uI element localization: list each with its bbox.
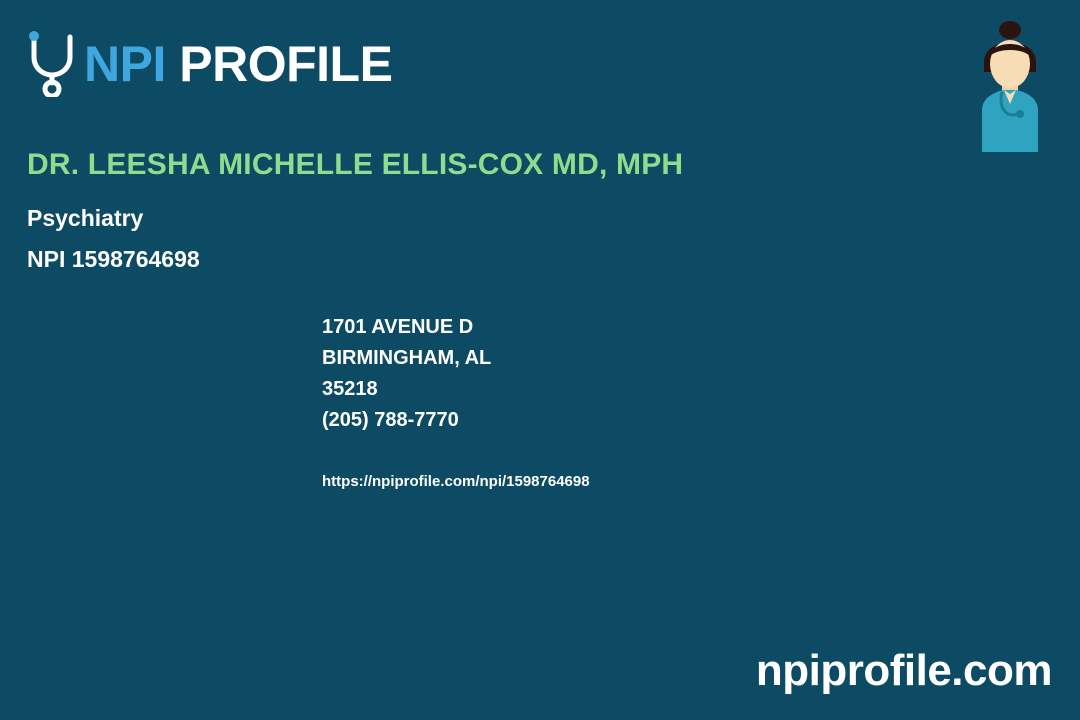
provider-name: DR. LEESHA MICHELLE ELLIS-COX MD, MPH xyxy=(27,148,684,181)
address-city-state: BIRMINGHAM, AL xyxy=(322,347,492,369)
provider-specialty: Psychiatry xyxy=(27,205,144,231)
address-zip: 35218 xyxy=(322,378,378,400)
stethoscope-icon xyxy=(26,31,80,97)
profile-url-link[interactable]: https://npiprofile.com/npi/1598764698 xyxy=(322,473,590,490)
provider-npi-number: NPI 1598764698 xyxy=(27,246,200,272)
brand-title xyxy=(84,36,393,92)
address-street: 1701 AVENUE D xyxy=(322,316,474,338)
brand-header xyxy=(26,28,392,100)
doctor-avatar-icon xyxy=(962,16,1058,152)
brand-title-profile: PROFILE xyxy=(165,36,393,92)
brand-title-npi: NPI xyxy=(84,36,166,92)
address-block xyxy=(322,312,491,436)
footer-site-name: npiprofile.com xyxy=(755,646,1052,695)
address-phone: (205) 788-7770 xyxy=(322,409,459,431)
